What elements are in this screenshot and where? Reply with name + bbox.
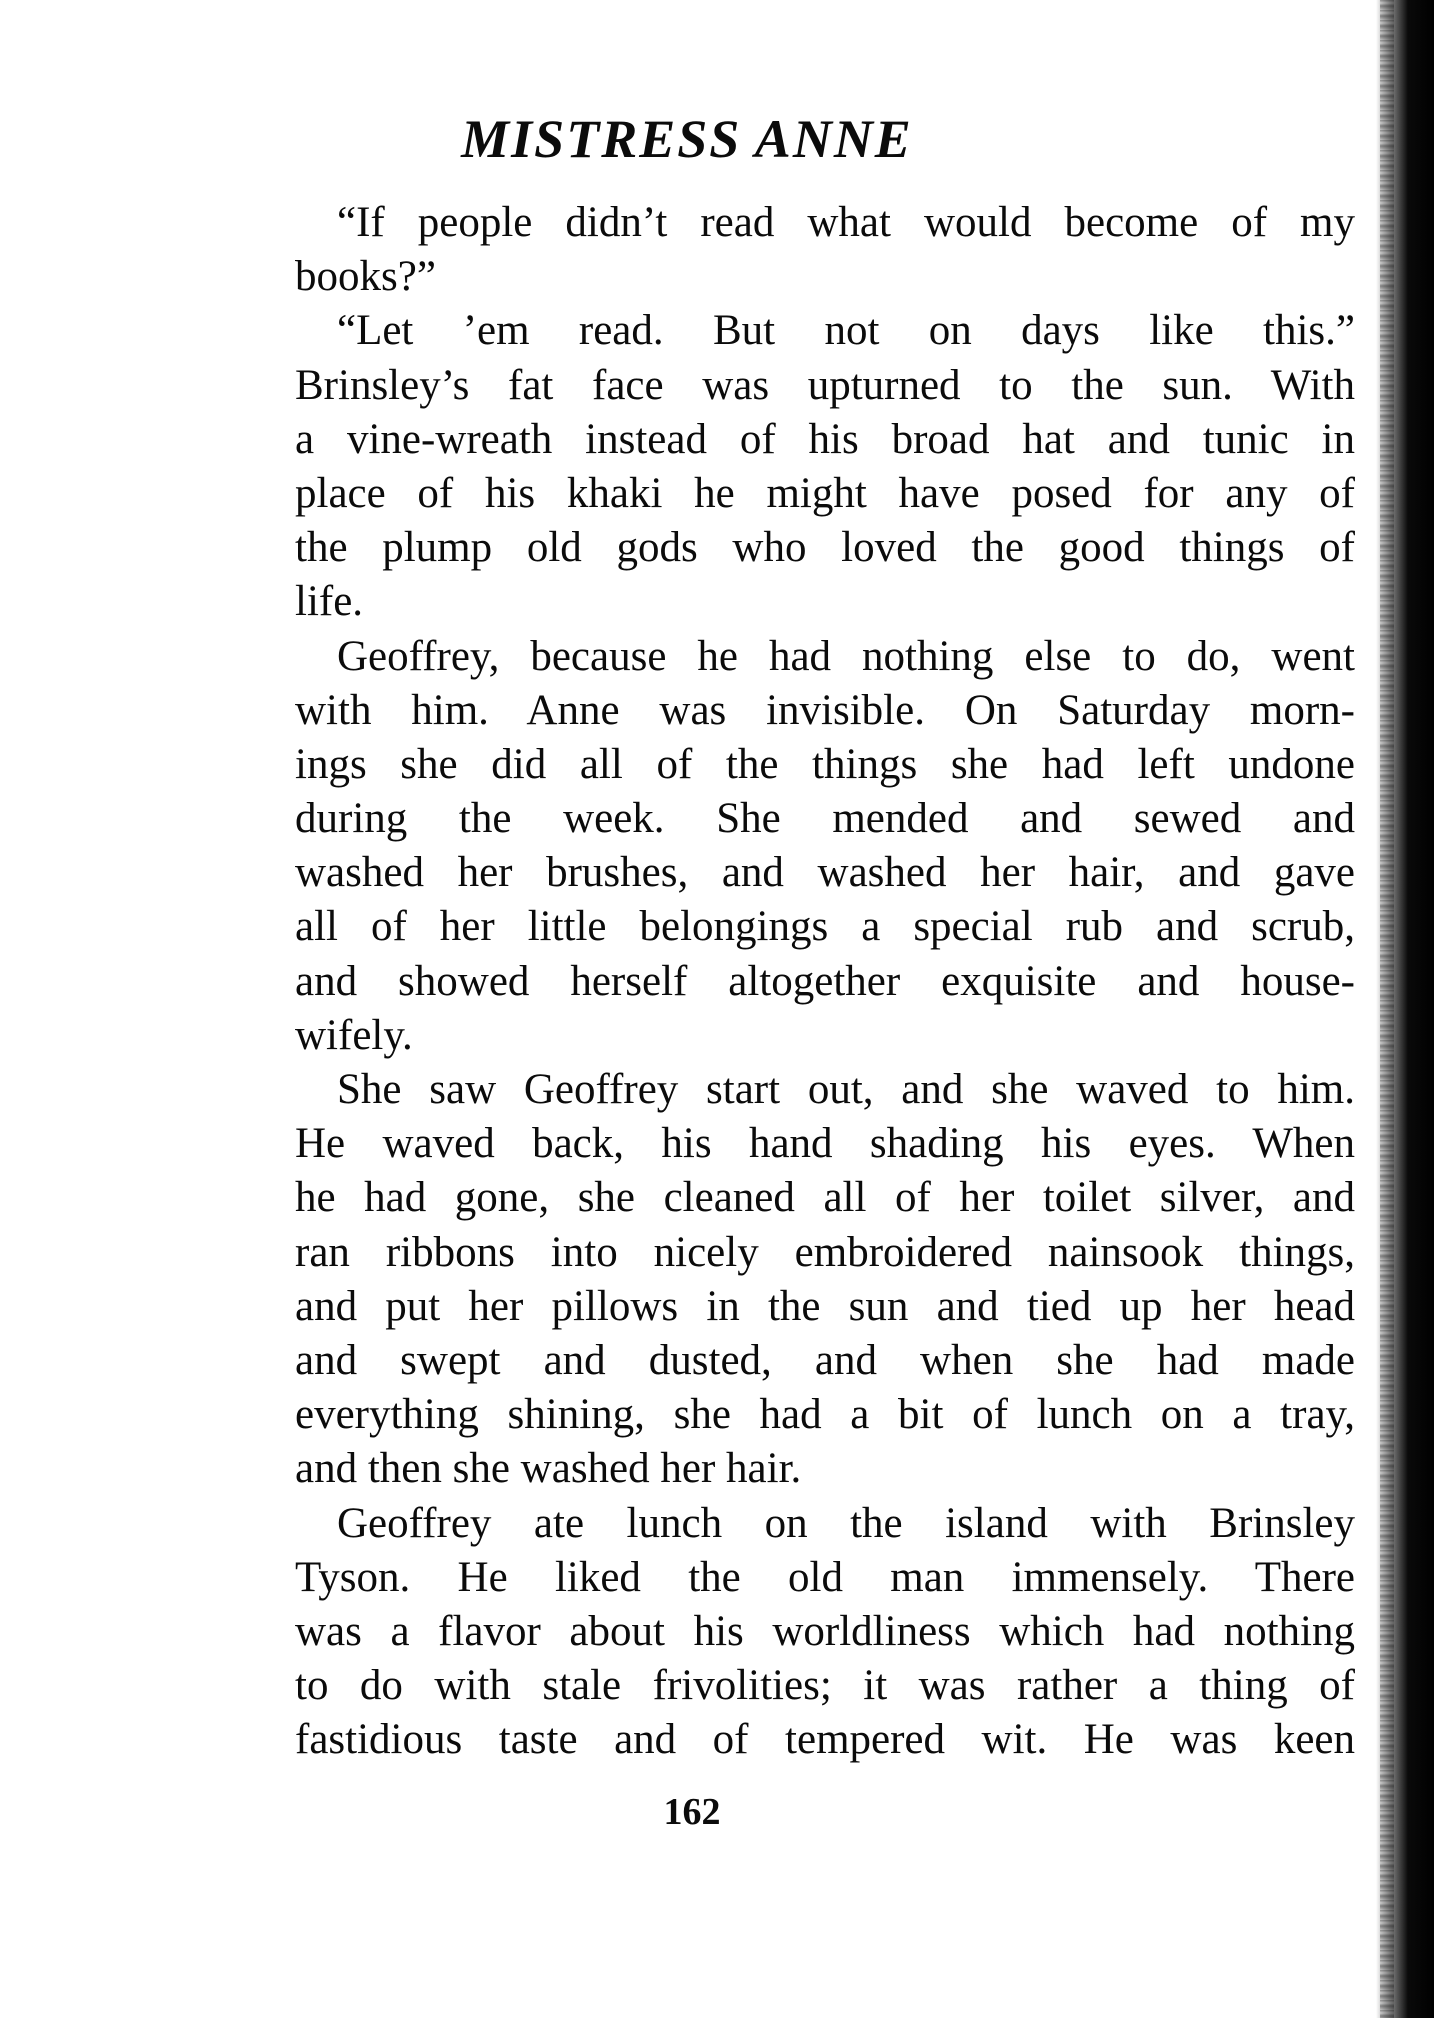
text-line: during the week. She mended and sewed and xyxy=(295,795,1355,843)
text-line: and swept and dusted, and when she had made xyxy=(295,1336,1355,1384)
text-line: a vine-wreath instead of his broad hat and tunic in xyxy=(295,415,1355,463)
text-line: fastidious taste and of tempered wit. He was keen xyxy=(295,1716,1355,1764)
text-line: wifely. xyxy=(295,1011,413,1059)
text-line: all of her little belongings a special rub and scrub, xyxy=(295,903,1355,951)
text-line: Brinsley’s fat face was upturned to the sun. With xyxy=(295,361,1355,409)
text-line: Tyson. He liked the old man immensely. There xyxy=(295,1553,1355,1601)
text-line: books?” xyxy=(295,253,436,301)
text-line: he had gone, she cleaned all of her toilet silver, and xyxy=(295,1174,1355,1222)
text-line: everything shining, she had a bit of lunch on a tray, xyxy=(295,1391,1355,1439)
text-line: Geoffrey ate lunch on the island with Brinsley xyxy=(337,1499,1355,1547)
text-line: and then she washed her hair. xyxy=(295,1445,802,1493)
text-line: life. xyxy=(295,578,364,626)
text-line: Geoffrey, because he had nothing else to do, went xyxy=(337,632,1355,680)
text-line: He waved back, his hand shading his eyes. When xyxy=(295,1120,1355,1168)
page-number: 162 xyxy=(663,1791,721,1833)
text-line: and put her pillows in the sun and tied up her head xyxy=(295,1282,1355,1330)
text-line: “If people didn’t read what would become of my xyxy=(337,199,1355,246)
text-line: ran ribbons into nicely embroidered nainsook things, xyxy=(295,1228,1355,1276)
text-line: washed her brushes, and washed her hair, and gave xyxy=(295,849,1355,897)
running-head: MISTRESS ANNE xyxy=(461,109,913,169)
text-line: “Let ’em read. But not on days like this.” xyxy=(337,307,1355,355)
text-line: place of his khaki he might have posed for any of xyxy=(295,469,1355,517)
text-line: the plump old gods who loved the good things of xyxy=(295,524,1355,572)
text-line: She saw Geoffrey start out, and she waved to him. xyxy=(337,1066,1355,1113)
text-line: ings she did all of the things she had left undone xyxy=(295,740,1355,788)
binding-speckle xyxy=(1380,0,1394,2018)
text-line: to do with stale frivolities; it was rather a thing of xyxy=(295,1662,1355,1710)
body-text xyxy=(295,196,1355,1767)
text-line: with him. Anne was invisible. On Saturday morn- xyxy=(295,686,1355,734)
text-line: and showed herself altogether exquisite and house- xyxy=(295,957,1355,1005)
text-line: was a flavor about his worldliness which had nothing xyxy=(295,1607,1355,1655)
